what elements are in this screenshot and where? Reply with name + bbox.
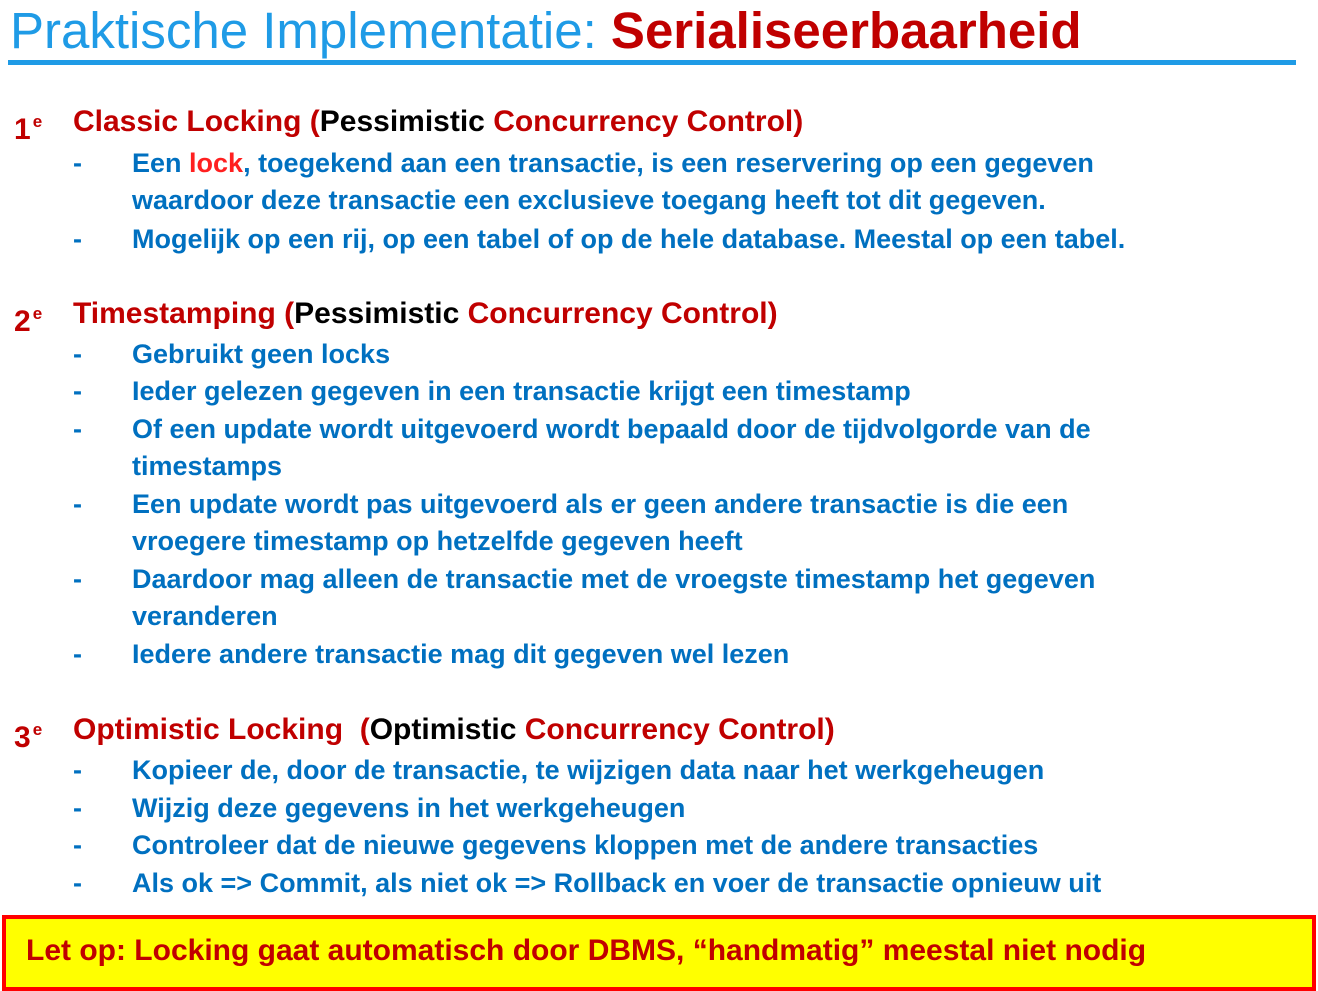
bullet-text: Controleer dat de nieuwe gegevens kloppen met de andere transacties — [132, 830, 1039, 860]
bullet-text: Een lock, toegekend aan een transactie, is een reservering op een gegeven — [132, 148, 1094, 178]
bullet-dash: - — [73, 564, 82, 594]
bullet-text: Iedere andere transactie mag dit gegeven wel lezen — [132, 639, 790, 669]
note-box — [2, 915, 1316, 991]
bullet-dash: - — [73, 868, 82, 898]
title-part-1: Praktische Implementatie: — [10, 2, 611, 59]
bullet-dash: - — [73, 148, 82, 178]
bullet-dash: - — [73, 830, 82, 860]
bullet-text: Als ok => Commit, als niet ok => Rollback en voer de transactie opnieuw uit — [132, 868, 1102, 898]
bullet-dash: - — [73, 224, 82, 254]
bullet-text: Een update wordt pas uitgevoerd als er geen andere transactie is die een — [132, 489, 1069, 519]
bullet-text: veranderen — [132, 601, 278, 631]
bullet-dash: - — [73, 793, 82, 823]
title-underline — [8, 60, 1296, 65]
bullet-text: Mogelijk op een rij, op een tabel of op de hele database. Meestal op een tabel. — [132, 224, 1126, 254]
section-heading-1: Classic Locking (Pessimistic Concurrency Control) — [73, 105, 804, 138]
bullet-text: waardoor deze transactie een exclusieve toegang heeft tot dit gegeven. — [132, 185, 1046, 215]
bullet-text: timestamps — [132, 451, 283, 481]
note-text: Let op: Locking gaat automatisch door DBMS, “handmatig” meestal niet nodig — [26, 934, 1147, 967]
section-number-1: 1 $^e$ — [14, 112, 43, 146]
bullet-dash: - — [73, 339, 82, 369]
bullet-text: Daardoor mag alleen de transactie met de vroegste timestamp het gegeven — [132, 564, 1096, 594]
bullet-dash: - — [73, 639, 82, 669]
bullet-text: Gebruikt geen locks — [132, 339, 391, 369]
bullet-dash: - — [73, 755, 82, 785]
section-heading-3: Optimistic Locking (Optimistic Concurrency Control) — [73, 713, 835, 746]
title-part-2: Serialiseerbaarheid — [610, 2, 1082, 59]
section-number-3: 3 $^e$ — [14, 720, 43, 754]
section-heading-2: Timestamping (Pessimistic Concurrency Control) — [73, 297, 778, 330]
bullet-dash: - — [73, 414, 82, 444]
bullet-text: Ieder gelezen gegeven in een transactie krijgt een timestamp — [132, 376, 911, 406]
bullet-text: Wijzig deze gegevens in het werkgeheugen — [132, 793, 686, 823]
bullet-text: Kopieer de, door de transactie, te wijzigen data naar het werkgeheugen — [132, 755, 1045, 785]
bullet-dash: - — [73, 489, 82, 519]
bullet-dash: - — [73, 376, 82, 406]
slide-title — [10, 0, 1082, 66]
bullet-text: vroegere timestamp op hetzelfde gegeven heeft — [132, 526, 743, 556]
section-number-2: 2 $^e$ — [14, 304, 43, 338]
bullet-text: Of een update wordt uitgevoerd wordt bepaald door de tijdvolgorde van de — [132, 414, 1091, 444]
